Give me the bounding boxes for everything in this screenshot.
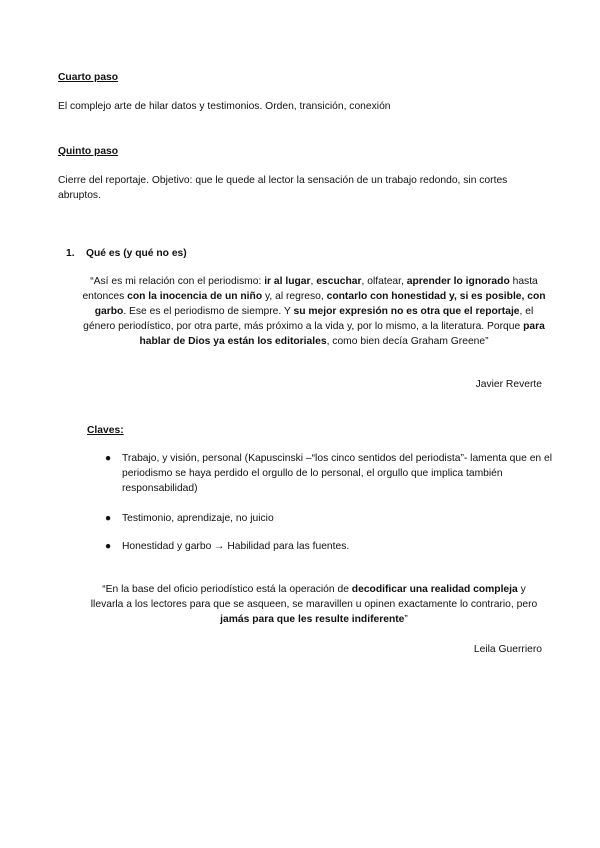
quote-reverte: “Así es mi relación con el periodismo: ir al lugar, escuchar, olfatear, aprender lo ignorado hasta entonces con la inocencia de un niño y, al regreso, contarlo con honestidad y, si es posible, con garbo. Ese es el periodismo de siempre. Y su mejor expresión no es otra que el reportaje, el género periodístico, por otra parte, más próximo a la vida y, por lo mismo, a la literatura. Porque para hablar de Dios ya están los editoriales, como bien decía Graham Greene”	[82, 276, 546, 347]
section-text-cuarto-paso: El complejo arte de hilar datos y testimonios. Orden, transición, conexión	[58, 101, 391, 112]
quote-guerriero: “En la base del oficio periodístico está la operación de decodificar una realidad compleja y llevarla a los lectores para que se asqueen, se maravillen u opinen exactamente lo contrario, pero jamás para que les resulte indiferente”	[90, 584, 538, 625]
claves-item-3: ● Honestidad y garbo → Habilidad para las fuentes.	[105, 540, 567, 555]
claves-item-1: ● Trabajo, y visión, personal (Kapuscinski –“los cinco sentidos del periodista”- lamenta que en el periodismo se haya perdido el orgullo de lo personal, el orgullo que implica también responsabilidad)	[105, 453, 553, 494]
quote-author-guerriero: Leila Guerriero	[473, 644, 542, 655]
list-number: 1.	[66, 248, 75, 259]
claves-item-2: ● Testimonio, aprendizaje, no juicio	[105, 512, 567, 527]
section-heading-cuarto-paso: Cuarto paso	[58, 72, 119, 83]
claves-heading: Claves:	[87, 425, 124, 436]
bullet-icon: ●	[105, 513, 112, 524]
list-item-que-es	[66, 247, 187, 262]
bullet-icon: ●	[105, 453, 112, 464]
bullet-icon: ●	[105, 541, 112, 552]
quote-author-reverte: Javier Reverte	[475, 379, 542, 390]
list-title: Qué es (y qué no es)	[86, 248, 187, 259]
section-text-quinto-paso: Cierre del reportaje. Objetivo: que le quede al lector la sensación de un trabajo redondo, sin cortes abruptos.	[58, 175, 508, 201]
section-heading-quinto-paso: Quinto paso	[58, 146, 119, 157]
